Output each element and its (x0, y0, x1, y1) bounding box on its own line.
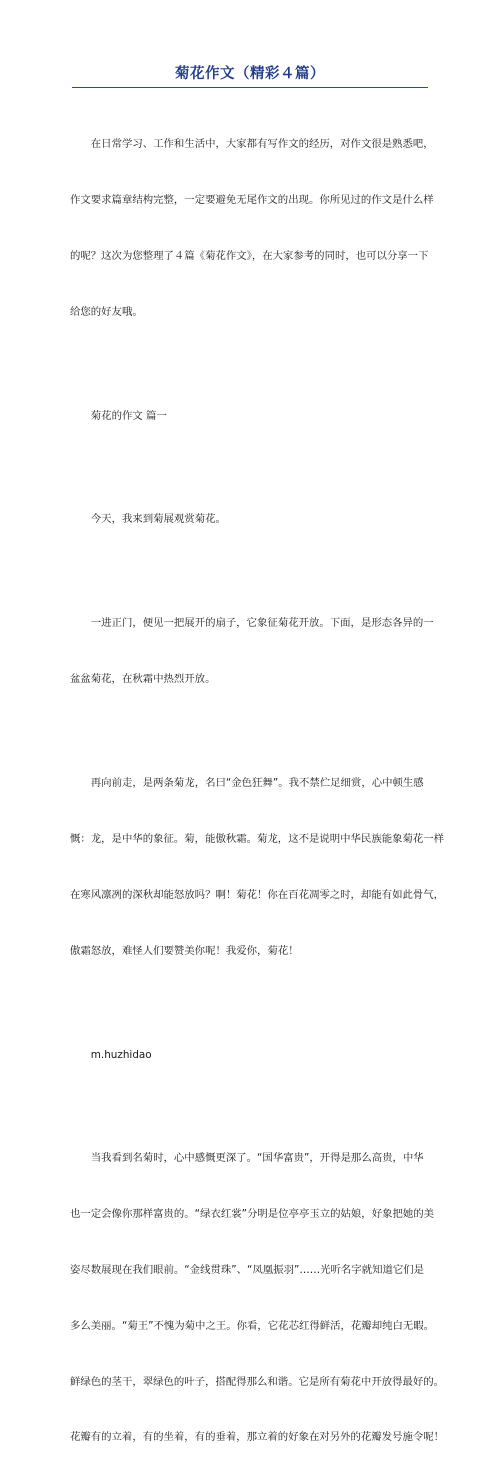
paragraph (70, 1112, 445, 1484)
section-heading (70, 369, 432, 462)
text-line: 给您的好友哦。 (70, 305, 143, 318)
document-title: 菊花作文（精彩４篇） (175, 66, 325, 82)
text-line: 今天，我来到菊展观赏菊花。 (90, 513, 226, 526)
text-line: 菊花的作文 篇一 (90, 409, 167, 422)
text-line: 再向前走，是两条菊龙，名曰“金色狂舞”。我不禁伫足细赏，心中顿生感 (90, 777, 424, 790)
paragraph (70, 737, 445, 997)
text-line: 姿尽数展现在我们眼前。“金线贯珠”、“凤凰振羽”……光听名字就知道它们是 (70, 1264, 425, 1277)
text-line: 盆盆菊花，在秋霜中热烈开放。 (70, 673, 216, 686)
text-line: 的呢？这次为您整理了４篇《菊花作文》，在大家参考的同时，也可以分享一下 (70, 249, 429, 262)
text-line: 作文要求篇章结构完整，一定要避免无尾作文的出现。你所见过的作文是什么样 (70, 193, 434, 206)
text-line: 一进正门，便见一把展开的扇子，它象征菊花开放。下面，是形态各异的一 (90, 617, 434, 630)
text-line: 鲜绿色的茎干，翠绿色的叶子，搭配得那么和谐。它是所有菊花中开放得最好的。 (70, 1375, 445, 1388)
text-line: 多么美丽。“菊王”不愧为菊中之王。你看，它花芯红得鲜活，花瓣却纯白无暇。 (70, 1319, 435, 1332)
paragraph (70, 473, 432, 566)
text-line: 在日常学习、工作和生活中，大家都有写作文的经历，对作文很是熟悉吧， (90, 138, 434, 151)
intro-paragraph (70, 98, 432, 358)
text-line: 当我看到名菊时，心中感慨更深了。“国华富贵”，开得是那么高贵，中华 (90, 1152, 424, 1165)
text-line: 也一定会像你那样富贵的。“绿衣红裳”分明是位亭亭玉立的姑娘，好象把她的美 (70, 1208, 435, 1221)
text-line: m.huzhidao (90, 1048, 152, 1061)
text-line: 傲霜怒放，难怪人们要赞美你呢！我爱你，菊花！ (70, 944, 299, 957)
text-line: 慨：龙，是中华的象征。菊，能傲秋霜。菊龙，这不是说明中华民族能象菊花一样 (70, 832, 445, 845)
watermark-text (70, 1008, 432, 1101)
text-line: 在寒风凛冽的深秋却能怒放吗？啊！菊花！你在百花凋零之时，却能有如此骨气， (70, 888, 445, 901)
title-divider (72, 87, 428, 88)
text-line: 花瓣有的立着，有的坐着，有的垂着，那立着的好象在对另外的花瓣发号施令呢！ (70, 1431, 445, 1444)
paragraph (70, 577, 432, 726)
document-body (70, 98, 445, 1484)
